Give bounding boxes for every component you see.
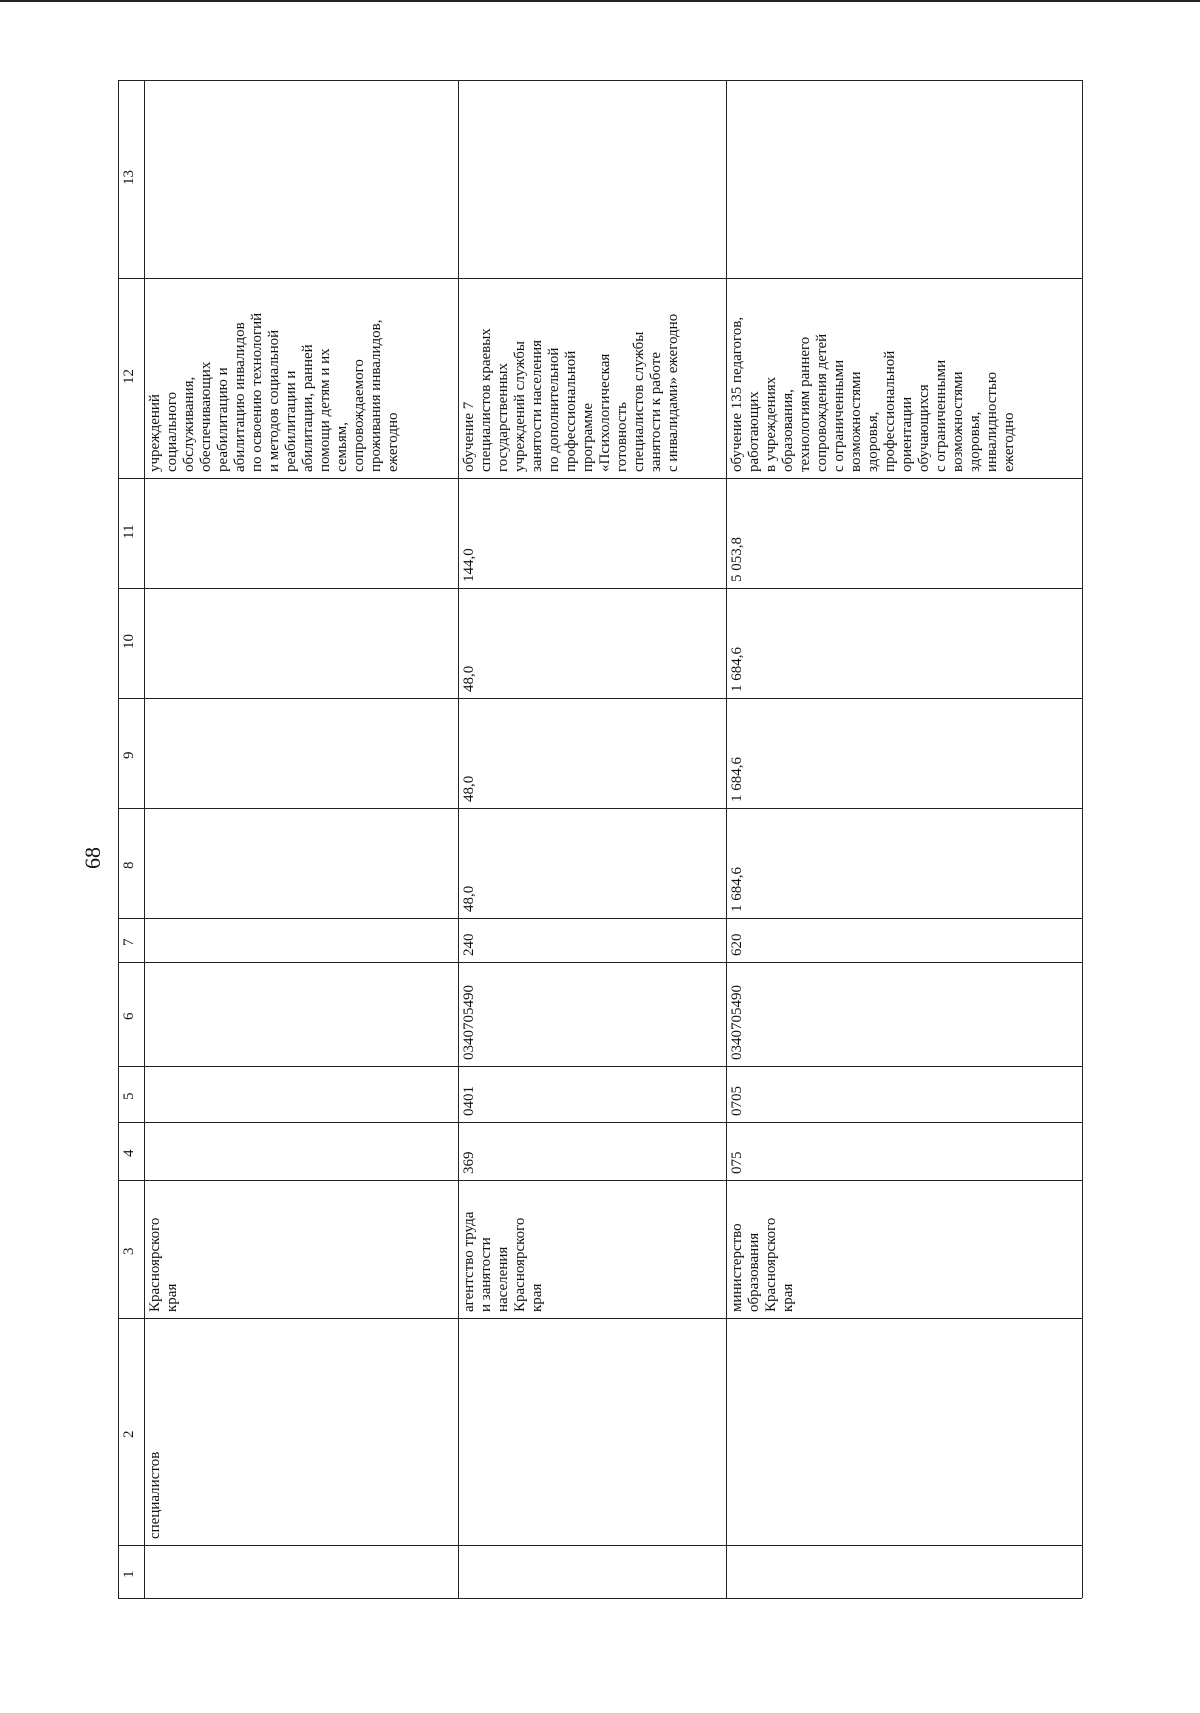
row-3-col-12-line: в учреждениях (763, 376, 779, 472)
row-2-col-12-line: государственных (495, 363, 511, 472)
row-2-col-3 (461, 1212, 546, 1312)
row-2-col-12-line: занятости к работе (648, 351, 664, 472)
row-2-col-3-line: населения (495, 1246, 511, 1312)
row-2-col-12-line: профессиональной (563, 350, 579, 472)
row-2-col-3-line: края (529, 1283, 545, 1312)
row-3-col-12-line: ориентации (899, 396, 915, 472)
row-3-col-12-line: обучение 135 педагогов, (729, 316, 745, 472)
table-border-left (118, 80, 119, 1598)
column-separator (118, 1318, 1082, 1319)
column-header-6: 6 (121, 1012, 137, 1020)
row-3-col-12-line: возможностями (950, 371, 966, 472)
column-header-5: 5 (121, 1092, 137, 1100)
row-3-col-12-line: профессиональной (882, 350, 898, 472)
column-separator (118, 588, 1082, 589)
row-2-col-9: 48,0 (461, 775, 477, 802)
column-separator (118, 808, 1082, 809)
column-separator (118, 918, 1082, 919)
column-header-8: 8 (121, 861, 137, 869)
row-1-col-12-line: проживания инвалидов, (368, 319, 384, 472)
row-1-col-12-line: помощи детям и их (317, 348, 333, 472)
row-3-col-6: 0340705490 (729, 985, 745, 1060)
column-header-1: 1 (121, 1570, 137, 1578)
row-1-col-3 (147, 1218, 181, 1312)
row-3-col-12-line: здоровья, (967, 411, 983, 472)
column-header-11: 11 (121, 524, 137, 539)
row-2-col-12-line: обучение 7 (461, 401, 477, 472)
row-3-col-3-line: министерство (729, 1223, 745, 1312)
row-1-col-12-line: абилитации, ранней (300, 344, 316, 472)
column-separator (118, 698, 1082, 699)
column-header-10: 10 (121, 634, 137, 649)
row-1-col-12-line: по освоению технологий (249, 312, 265, 472)
column-header-9: 9 (121, 751, 137, 759)
row-3-col-7: 620 (729, 933, 745, 956)
column-separator (118, 1066, 1082, 1067)
row-1-col-12-line: обеспечивающих (198, 361, 214, 472)
row-2-col-12-line: готовность (614, 402, 630, 472)
row-3-col-9: 1 684,6 (729, 757, 745, 802)
row-2-col-10: 48,0 (461, 665, 477, 692)
row-1-col-3-line: края (164, 1283, 180, 1312)
row-3-col-8: 1 684,6 (729, 867, 745, 912)
row-3-col-12-line: инвалидностью (984, 371, 1000, 472)
row-2-col-12-line: с инвалидами» ежегодно (665, 313, 681, 472)
column-header-13: 13 (121, 170, 137, 185)
column-separator (118, 1545, 1082, 1546)
row-3-col-3-line: образования (746, 1232, 762, 1312)
column-header-3: 3 (121, 1247, 137, 1255)
row-2-col-12-line: «Психологическая (597, 353, 613, 472)
row-1-col-3-line: Красноярского (147, 1217, 163, 1312)
row-1-col-12-line: абилитацию инвалидов (232, 322, 248, 472)
column-separator (118, 962, 1082, 963)
column-header-7: 7 (121, 938, 137, 946)
row-3-col-11: 5 053,8 (729, 537, 745, 582)
row-1-col-12-line: семьям, (334, 422, 350, 472)
row-3-col-12-line: обучающихся (916, 384, 932, 472)
row-1-col-2: специалистов (147, 1451, 163, 1539)
row-2-col-6: 0340705490 (461, 985, 477, 1060)
row-2-col-12-line: программе (580, 403, 596, 472)
row-1-col-12-line: реабилитацию и (215, 367, 231, 472)
column-separator (118, 1180, 1082, 1181)
row-3-col-10: 1 684,6 (729, 647, 745, 692)
row-3-col-12-line: с ограниченными (933, 359, 949, 472)
row-1-col-12-line: сопровождаемого (351, 359, 367, 472)
column-separator (118, 1122, 1082, 1123)
row-1-col-12-line: обслуживания, (181, 376, 197, 472)
row-2-col-3-line: Красноярского (512, 1217, 528, 1312)
row-3-col-3-line: края (780, 1283, 796, 1312)
row-3-col-12-line: технологиям раннего (797, 336, 813, 472)
row-separator (458, 80, 459, 1598)
row-2-col-12-line: специалистов краевых (478, 328, 494, 472)
row-2-col-12-line: учреждений службы (512, 340, 528, 472)
column-header-2: 2 (121, 1430, 137, 1438)
page-number: 68 (80, 847, 105, 869)
row-3-col-12-line: с ограниченными (831, 359, 847, 472)
row-1-col-12-line: учреждений (147, 394, 163, 472)
row-3-col-12-line: образования, (780, 389, 796, 472)
column-separator (118, 478, 1082, 479)
column-header-4: 4 (121, 1149, 137, 1157)
row-1-col-12-line: социального (164, 391, 180, 472)
row-3-col-4: 075 (729, 1151, 745, 1174)
row-2-col-12-line: специалистов службы (631, 331, 647, 472)
row-1-col-12-line: и методов социальной (266, 329, 282, 472)
row-2-col-12-line: занятости населения (529, 339, 545, 472)
row-2-col-12 (461, 314, 682, 472)
row-3-col-12 (729, 317, 1018, 472)
table-border-top (118, 80, 1082, 81)
table-border-bottom (118, 1598, 1082, 1599)
row-2-col-5: 0401 (461, 1086, 477, 1116)
row-3-col-12-line: сопровождения детей (814, 333, 830, 472)
column-separator (118, 278, 1082, 279)
row-2-col-3-line: и занятости (478, 1237, 494, 1312)
row-1-col-12-line: ежегодно (385, 412, 401, 472)
row-1-col-12 (147, 313, 402, 472)
column-header-12: 12 (121, 369, 137, 384)
row-2-col-11: 144,0 (461, 548, 477, 582)
row-2-col-4: 369 (461, 1151, 477, 1174)
table-border-right (1082, 80, 1083, 1598)
row-2-col-3-line: агентство труда (461, 1211, 477, 1312)
row-2-col-7: 240 (461, 933, 477, 956)
row-3-col-12-line: работающих (746, 391, 762, 472)
row-3-col-3-line: Красноярского (763, 1217, 779, 1312)
row-1-col-12-line: реабилитации и (283, 370, 299, 472)
row-3-col-3 (729, 1218, 797, 1312)
header-separator (144, 80, 145, 1598)
row-3-col-12-line: возможностями (848, 371, 864, 472)
row-separator (726, 80, 727, 1598)
row-3-col-5: 0705 (729, 1086, 745, 1116)
row-2-col-12-line: по дополнительной (546, 347, 562, 472)
row-3-col-12-line: здоровья, (865, 411, 881, 472)
row-2-col-8: 48,0 (461, 885, 477, 912)
row-3-col-12-line: ежегодно (1001, 412, 1017, 472)
